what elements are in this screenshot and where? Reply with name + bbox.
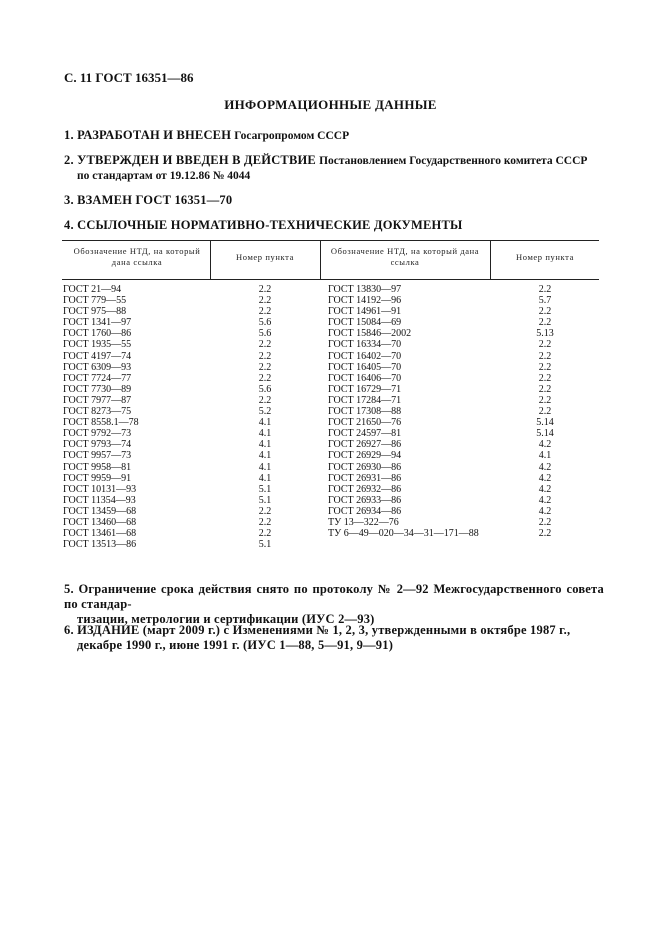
section-1-lead: 1. РАЗРАБОТАН И ВНЕСЕН: [64, 128, 232, 142]
right-doc-cell: ГОСТ 26930—86: [328, 461, 402, 473]
table-divider: [210, 240, 211, 279]
left-doc-cell: ГОСТ 7730—89: [63, 383, 132, 395]
section-1: [64, 128, 604, 144]
left-doc-cell: ГОСТ 9958—81: [63, 461, 132, 473]
section-5-lead: 5. Ограничение срока действия снято по протоколу № 2—92 Межгосударственного совета по стандар-: [64, 582, 604, 611]
left-doc-cell: ГОСТ 4197—74: [63, 350, 132, 362]
header-doc-left: Обозначение НТД, на который дана ссылка: [73, 246, 201, 267]
left-doc-cell: ГОСТ 8558.1—78: [63, 417, 139, 429]
left-num-cell: 2.2: [258, 339, 272, 351]
section-6-lead: 6. ИЗДАНИЕ (март 2009 г.) с Изменениями № 1, 2, 3, утвержденными в октябре 1987 г.,: [64, 623, 571, 637]
left-num-cell: 4.1: [258, 461, 272, 473]
table-divider: [320, 240, 321, 279]
left-doc-cell: ГОСТ 21—94: [63, 284, 122, 295]
left-num-cell: 5.1: [258, 483, 272, 495]
right-doc-cell: ГОСТ 26932—86: [328, 483, 402, 495]
right-doc-column: [328, 284, 490, 539]
right-num-cell: 4.2: [538, 505, 552, 517]
right-doc-cell: ТУ 6—49—020—34—31—171—88: [328, 528, 479, 540]
left-doc-cell: ГОСТ 9792—73: [63, 428, 132, 440]
right-num-cell: 2.2: [538, 284, 552, 295]
left-doc-cell: ГОСТ 7724—77: [63, 372, 132, 384]
right-num-cell: 4.2: [538, 483, 552, 495]
right-num-cell: 2.2: [538, 317, 552, 329]
right-num-cell: 4.2: [538, 472, 552, 484]
right-num-cell: 4.1: [538, 450, 552, 462]
left-num-cell: 4.1: [258, 439, 272, 451]
right-doc-cell: ГОСТ 16729—71: [328, 383, 402, 395]
table-top-rule: [62, 240, 599, 241]
left-num-cell: 5.2: [258, 406, 272, 418]
left-num-cell: 2.2: [258, 372, 272, 384]
left-num-cell: 2.2: [258, 361, 272, 373]
section-4-lead: 4. ССЫЛОЧНЫЕ НОРМАТИВНО-ТЕХНИЧЕСКИЕ ДОКУМЕНТЫ: [64, 218, 463, 232]
page-title: ИНФОРМАЦИОННЫЕ ДАННЫЕ: [224, 97, 437, 112]
right-num-column: [492, 284, 598, 539]
right-num-cell: 2.2: [538, 350, 552, 362]
left-num-cell: 2.2: [258, 528, 272, 540]
left-num-cell: 5.6: [258, 383, 272, 395]
left-doc-cell: ГОСТ 1760—86: [63, 328, 132, 340]
right-doc-cell: ГОСТ 17284—71: [328, 394, 402, 406]
right-doc-cell: ГОСТ 15846—2002: [328, 328, 412, 340]
left-doc-cell: ГОСТ 13461—68: [63, 528, 137, 540]
section-2-continuation: по стандартам от 19.12.86 № 4044: [77, 170, 251, 182]
left-doc-cell: ГОСТ 779—55: [63, 295, 127, 307]
right-doc-cell: ГОСТ 16402—70: [328, 350, 402, 362]
right-num-cell: 2.2: [538, 306, 552, 318]
section-2: [64, 153, 604, 184]
header-num-left: Номер пункта: [236, 252, 294, 262]
page-header: С. 11 ГОСТ 16351—86: [64, 70, 194, 85]
right-num-cell: 2.2: [538, 372, 552, 384]
right-doc-cell: ГОСТ 13830—97: [328, 284, 402, 295]
header-num-right: Номер пункта: [516, 252, 574, 262]
right-doc-cell: ГОСТ 21650—76: [328, 417, 402, 429]
right-num-cell: 4.2: [538, 439, 552, 451]
left-num-cell: 5.1: [258, 494, 272, 506]
right-num-cell: 2.2: [538, 516, 552, 528]
right-num-cell: 4.2: [538, 494, 552, 506]
section-5-continuation: тизации, метрологии и сертификации (ИУС 2—93): [77, 612, 375, 626]
right-num-cell: 2.2: [538, 528, 552, 540]
section-4: [64, 218, 604, 233]
left-num-cell: 5.6: [258, 317, 272, 329]
left-doc-cell: ГОСТ 6309—93: [63, 361, 132, 373]
right-doc-cell: ГОСТ 14961—91: [328, 306, 402, 318]
left-doc-cell: ГОСТ 7977—87: [63, 394, 132, 406]
left-doc-cell: ГОСТ 9959—91: [63, 472, 132, 484]
right-num-cell: 2.2: [538, 394, 552, 406]
left-num-cell: 2.2: [258, 295, 272, 307]
left-num-cell: 2.2: [258, 516, 272, 528]
left-num-cell: 2.2: [258, 350, 272, 362]
left-num-cell: 2.2: [258, 306, 272, 318]
left-doc-cell: ГОСТ 9957—73: [63, 450, 132, 462]
right-doc-cell: ГОСТ 26927—86: [328, 439, 402, 451]
left-doc-cell: ГОСТ 1341—97: [63, 317, 132, 329]
right-doc-cell: ГОСТ 26933—86: [328, 494, 402, 506]
right-doc-cell: ГОСТ 15084—69: [328, 317, 402, 329]
section-6-continuation: декабре 1990 г., июне 1991 г. (ИУС 1—88, 5—91, 9—91): [77, 638, 394, 652]
section-2-lead: 2. УТВЕРЖДЕН И ВВЕДЕН В ДЕЙСТВИЕ: [64, 153, 316, 167]
left-num-cell: 4.1: [258, 472, 272, 484]
right-doc-cell: ГОСТ 24597—81: [328, 428, 402, 440]
section-2-body: Постановлением Государственного комитета СССР: [319, 155, 588, 167]
left-num-column: [212, 284, 318, 550]
left-num-cell: 4.1: [258, 417, 272, 429]
right-doc-cell: ГОСТ 26931—86: [328, 472, 402, 484]
right-doc-cell: ГОСТ 16334—70: [328, 339, 402, 351]
left-num-cell: 4.1: [258, 428, 272, 440]
left-doc-cell: ГОСТ 975—88: [63, 306, 127, 318]
right-num-cell: 2.2: [538, 383, 552, 395]
right-doc-cell: ГОСТ 16406—70: [328, 372, 402, 384]
table-divider: [490, 240, 491, 279]
section-5: [64, 582, 604, 627]
left-num-cell: 5.6: [258, 328, 272, 340]
right-num-cell: 2.2: [538, 406, 552, 418]
table-header-rule: [62, 279, 599, 280]
left-doc-cell: ГОСТ 9793—74: [63, 439, 132, 451]
header-doc-right: Обозначение НТД, на который дана ссылка: [330, 246, 480, 267]
section-1-body: Госагропромом СССР: [234, 130, 350, 142]
left-num-cell: 4.1: [258, 450, 272, 462]
left-doc-cell: ГОСТ 1935—55: [63, 339, 132, 351]
left-num-cell: 2.2: [258, 284, 272, 295]
left-doc-cell: ГОСТ 13460—68: [63, 516, 137, 528]
left-doc-cell: ГОСТ 11354—93: [63, 494, 136, 506]
right-num-cell: 4.2: [538, 461, 552, 473]
left-doc-cell: ГОСТ 13513—86: [63, 539, 137, 551]
section-3-lead: 3. ВЗАМЕН ГОСТ 16351—70: [64, 193, 233, 207]
right-num-cell: 5.13: [536, 328, 554, 340]
left-doc-column: [63, 284, 209, 550]
right-doc-cell: ГОСТ 26934—86: [328, 505, 402, 517]
left-doc-cell: ГОСТ 8273—75: [63, 406, 132, 418]
right-num-cell: 5.14: [536, 428, 554, 440]
right-doc-cell: ТУ 13—322—76: [328, 516, 399, 528]
right-num-cell: 5.14: [536, 417, 554, 429]
right-num-cell: 2.2: [538, 339, 552, 351]
right-num-cell: 2.2: [538, 361, 552, 373]
left-num-cell: 5.1: [258, 539, 272, 551]
right-doc-cell: ГОСТ 14192—96: [328, 295, 402, 307]
left-num-cell: 2.2: [258, 505, 272, 517]
right-doc-cell: ГОСТ 26929—94: [328, 450, 402, 462]
section-6: [64, 623, 604, 653]
section-3: [64, 193, 604, 208]
left-num-cell: 2.2: [258, 394, 272, 406]
right-doc-cell: ГОСТ 17308—88: [328, 406, 402, 418]
left-doc-cell: ГОСТ 10131—93: [63, 483, 137, 495]
right-doc-cell: ГОСТ 16405—70: [328, 361, 402, 373]
left-doc-cell: ГОСТ 13459—68: [63, 505, 137, 517]
right-num-cell: 5.7: [538, 295, 552, 307]
